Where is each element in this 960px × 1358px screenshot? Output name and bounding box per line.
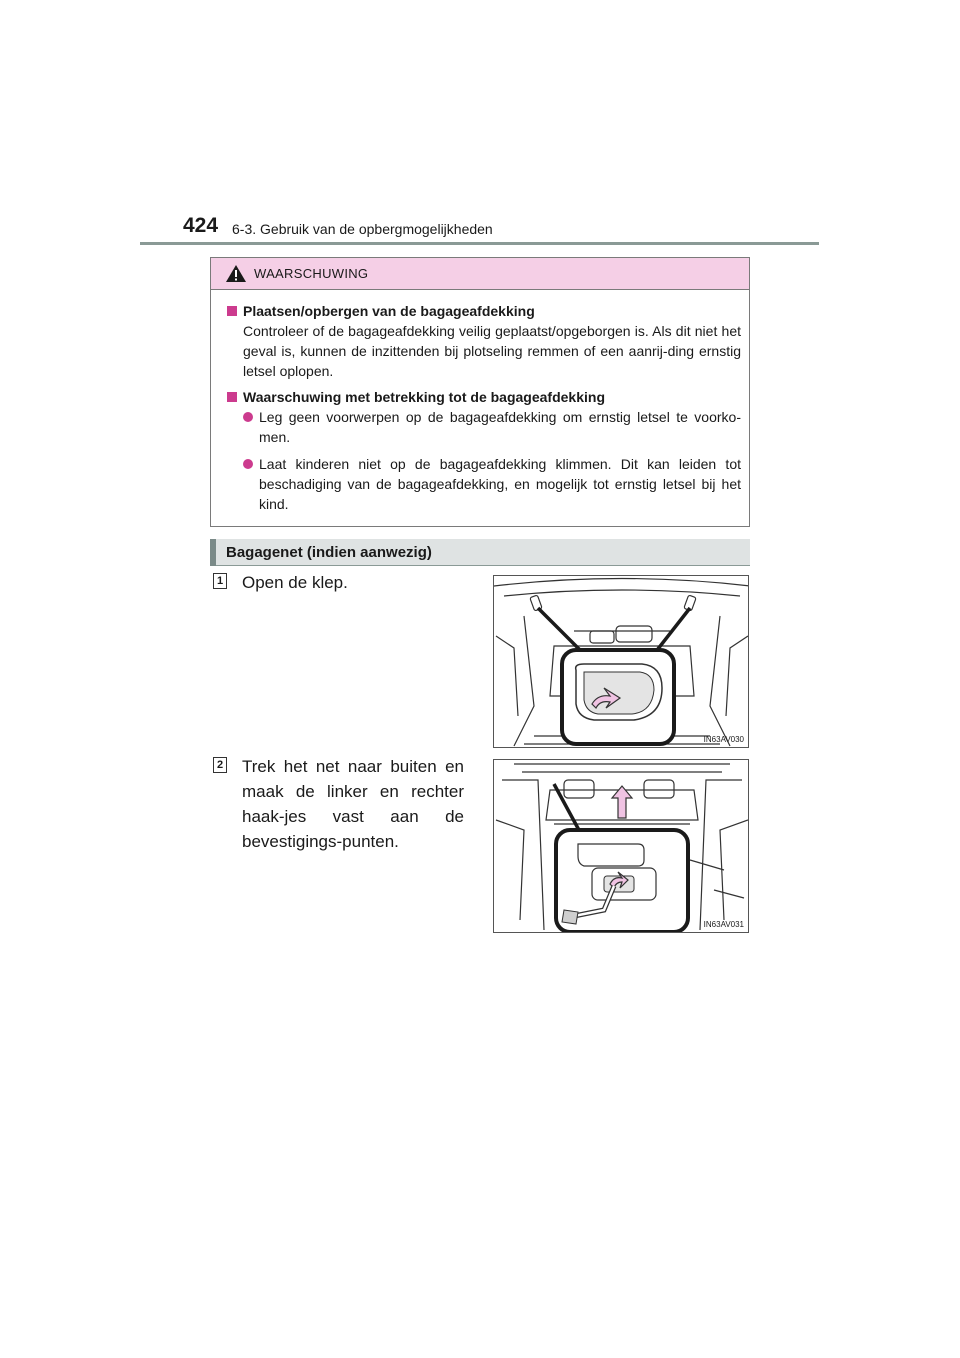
illustration-open-hatch	[493, 575, 749, 748]
topic-heading-bar	[210, 539, 750, 566]
step-text-1: Open de klep.	[242, 573, 348, 592]
illustration-attach-net	[493, 759, 749, 933]
round-bullet-icon	[243, 412, 253, 422]
warning-header	[211, 258, 749, 290]
cargo-net-drawing	[494, 760, 749, 933]
section-title: 6-3. Gebruik van de opbergmogelijkheden	[232, 221, 493, 237]
square-bullet-icon	[227, 392, 237, 402]
warning-heading-placement: Plaatsen/opbergen van de bagageafdekking	[227, 301, 741, 321]
topic-accent	[210, 539, 216, 566]
step-number-1: 1	[213, 573, 227, 589]
warning-bullet: Laat kinderen niet op de bagageafdekking klimmen. Dit kan leiden tot beschadiging van de bagageafdekking, en mogelijk tot ernstig letsel bij het kind.	[227, 454, 741, 514]
warning-body	[211, 290, 749, 514]
step-number-2: 2	[213, 757, 227, 773]
warning-triangle-icon	[225, 264, 247, 283]
step-text-2: Trek het net naar buiten en maak de linker en rechter haak-jes vast aan de bevestigings-punten.	[242, 757, 464, 851]
warning-label: WAARSCHUWING	[254, 266, 369, 281]
topic-title: Bagagenet (indien aanwezig)	[226, 544, 432, 561]
round-bullet-icon	[243, 459, 253, 469]
page-number: 424	[183, 214, 219, 237]
warning-box	[210, 257, 750, 527]
warning-heading-cover: Waarschuwing met betrekking tot de bagageafdekking	[227, 387, 741, 407]
hatch-interior-drawing	[494, 576, 749, 748]
figure-code: IN63AV031	[703, 920, 744, 929]
header-rule	[140, 242, 819, 245]
warning-bullet: Leg geen voorwerpen op de bagageafdekking om ernstig letsel te voorko-men.	[227, 407, 741, 447]
warning-text-placement: Controleer of de bagageafdekking veilig geplaatst/opgeborgen is. Als dit niet het geval is, kunnen de inzittenden bij plotseling remmen of een aanrij-ding ernstig letsel oplopen.	[243, 323, 741, 379]
figure-code: IN63AV030	[703, 735, 744, 744]
square-bullet-icon	[227, 306, 237, 316]
